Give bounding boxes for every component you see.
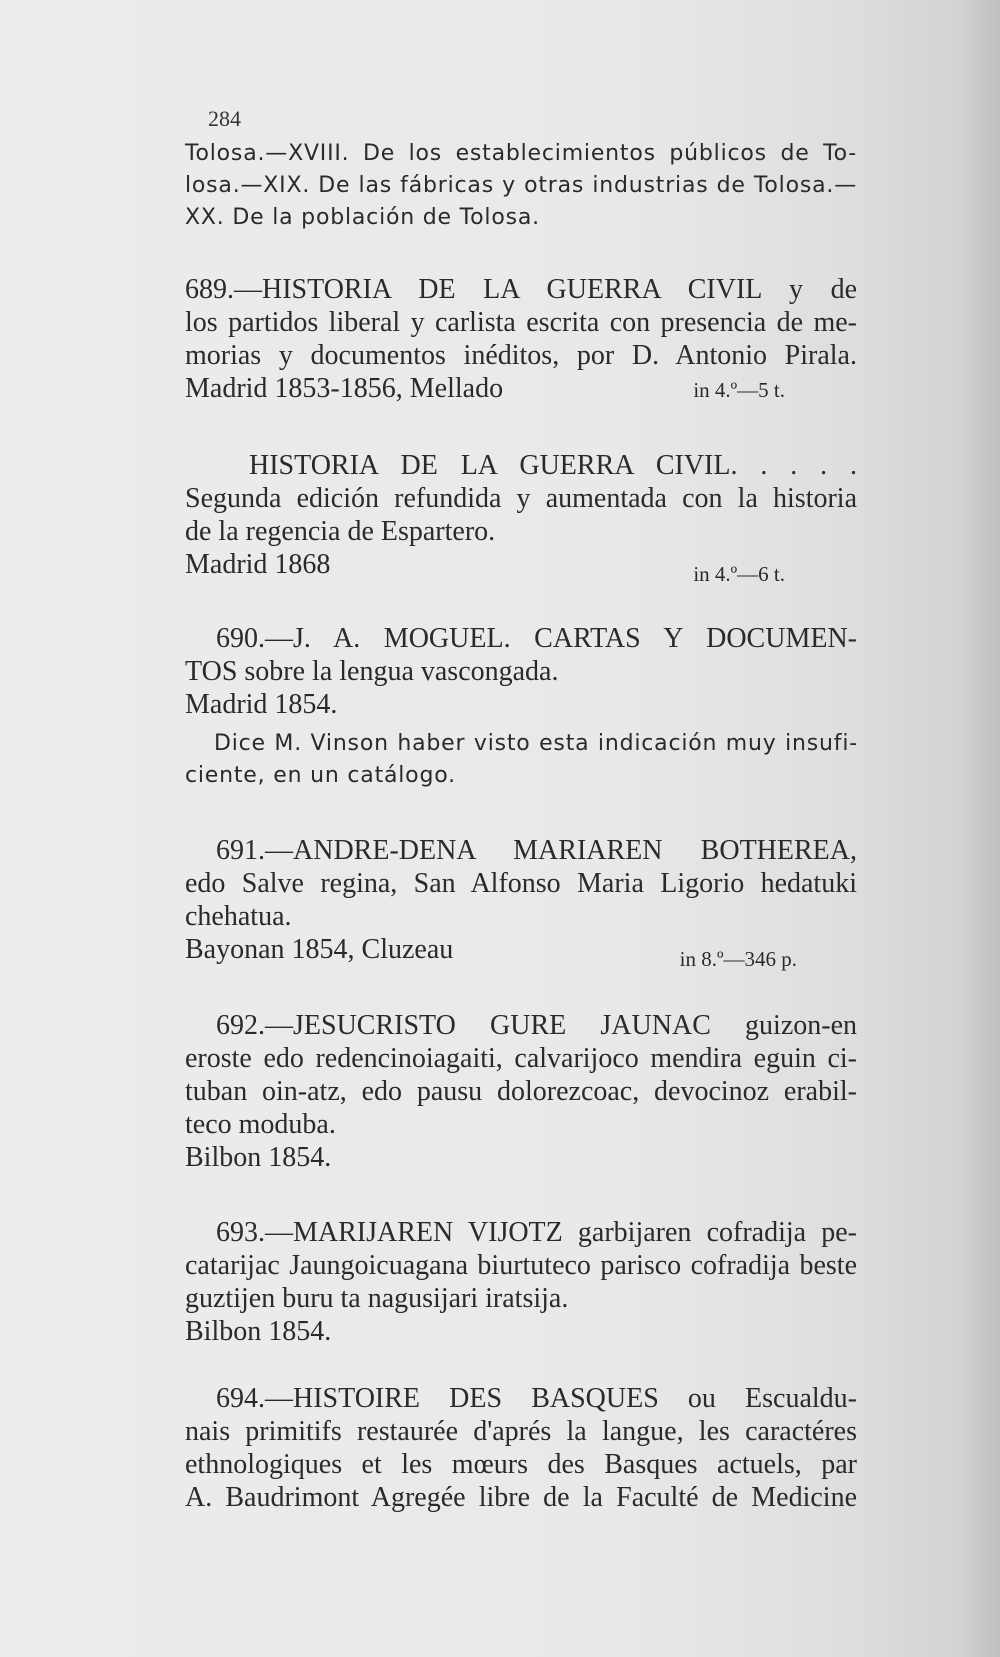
text-line: TOS sobre la lengua vascongada. <box>185 656 559 687</box>
page-shadow <box>960 0 1000 1657</box>
imprint-line <box>185 372 785 407</box>
page-number: 284 <box>208 106 241 131</box>
imprint-line <box>185 933 797 971</box>
text-line: A. Baudrimont Agregée libre de la Faculté de Medicine <box>185 1482 857 1513</box>
imprint-place: Madrid 1853-1856, Mellado <box>185 373 504 404</box>
text-line: chehatua. <box>185 901 292 932</box>
entry-heading-line: 689.—HISTORIA DE LA GUERRA CIVIL y de <box>185 274 857 305</box>
note-line: ciente, en un catálogo. <box>185 763 456 788</box>
text-line: los partidos liberal y carlista escrita con presencia de me- <box>185 307 857 338</box>
entry-heading-line: 693.—MARIJAREN VIJOTZ garbijaren cofradija pe- <box>216 1217 857 1248</box>
entry-heading-line: 692.—JESUCRISTO GURE JAUNAC guizon-en <box>216 1010 857 1041</box>
imprint-format: in 4.º—6 t. <box>693 562 785 586</box>
entry-692 <box>185 1009 857 1174</box>
text-line: de la regencia de Espartero. <box>185 516 496 547</box>
intro-paragraph <box>185 138 857 234</box>
text-line: eroste edo redencinoiagaiti, calvarijoco mendira eguin ci- <box>185 1043 857 1074</box>
entry-689-second-edition <box>185 449 857 586</box>
text-line: morias y documentos inéditos, por D. Antonio Pirala. <box>185 340 857 371</box>
entry-heading-line: 694.—HISTOIRE DES BASQUES ou Escualdu- <box>216 1383 857 1414</box>
entry-heading-line: HISTORIA DE LA GUERRA CIVIL. . . . . <box>249 450 857 481</box>
text-line: Bilbon 1854. <box>185 1142 332 1173</box>
imprint-format: in 8.º—346 p. <box>679 947 797 971</box>
entry-691 <box>185 834 857 971</box>
imprint-place: Madrid 1868 <box>185 549 331 580</box>
entry-690 <box>185 622 857 721</box>
text-line: edo Salve regina, San Alfonso Maria Ligorio hedatuki <box>185 868 857 899</box>
text-line: catarijac Jaungoicuagana biurtuteco parisco cofradija beste <box>185 1250 857 1281</box>
entry-690-note <box>185 728 858 792</box>
imprint-line <box>185 548 785 586</box>
text-line: Segunda edición refundida y aumentada con la historia <box>185 483 857 514</box>
note-line: Dice M. Vinson haber visto esta indicación muy insufi- <box>214 731 858 756</box>
text-line: teco moduba. <box>185 1109 336 1140</box>
text-line: Bilbon 1854. <box>185 1316 332 1347</box>
imprint-format: in 4.º—5 t. <box>693 378 785 402</box>
text-line: tuban oin-atz, edo pausu dolorezcoac, devocinoz erabil- <box>185 1076 857 1107</box>
text-line: nais primitifs restaurée d'aprés la langue, les caractéres <box>185 1416 857 1447</box>
entry-heading-line: 690.—J. A. MOGUEL. CARTAS Y DOCUMEN- <box>216 623 857 654</box>
text-line: XX. De la población de Tolosa. <box>185 205 540 230</box>
text-line: guztijen buru ta nagusijari iratsija. <box>185 1283 569 1314</box>
entry-heading-line: 691.—ANDRE-DENA MARIAREN BOTHEREA, <box>216 835 857 866</box>
text-line: Madrid 1854. <box>185 689 338 720</box>
text-line: ethnologiques et les mœurs des Basques actuels, par <box>185 1449 857 1480</box>
text-line: Tolosa.—XVIII. De los establecimientos públicos de To- <box>185 141 857 166</box>
entry-694 <box>185 1382 857 1514</box>
entry-693 <box>185 1216 857 1348</box>
text-line: losa.—XIX. De las fábricas y otras industrias de Tolosa.— <box>185 173 857 198</box>
entry-689 <box>185 273 857 407</box>
imprint-place: Bayonan 1854, Cluzeau <box>185 934 454 965</box>
